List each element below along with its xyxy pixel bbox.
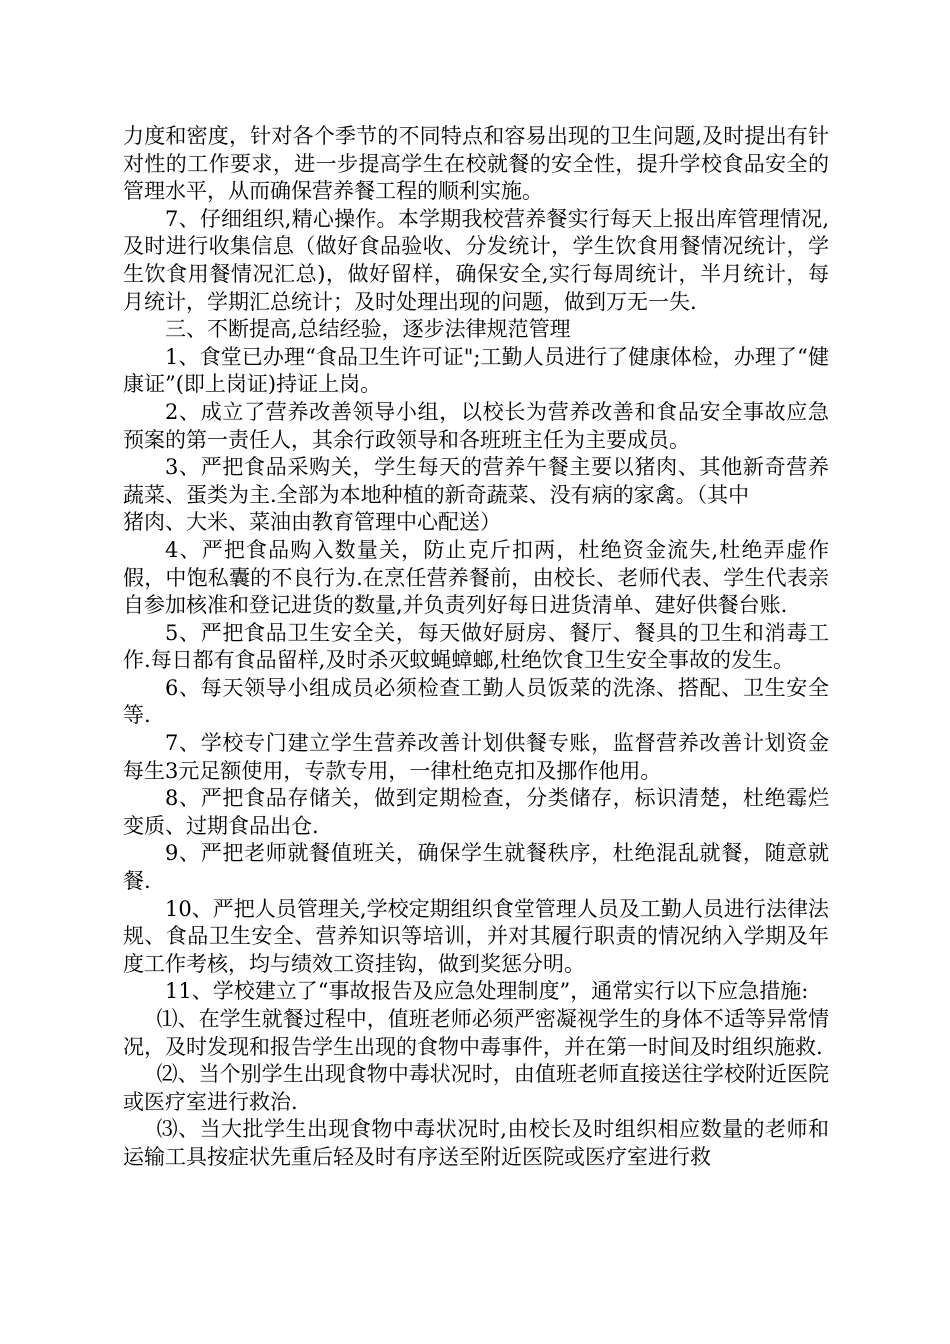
paragraph-item-2: 2、成立了营养改善领导小组，以校长为营养改善和食品安全事故应急预案的第一责任人，其余行政领导和各班班主任为主要成员。 (123, 399, 829, 452)
paragraph-continuation: 力度和密度，针对各个季节的不同特点和容易出现的卫生问题,及时提出有针对性的工作要求，进一步提高学生在校就餐的安全性，提升学校食品安全的管理水平，从而确保营养餐工程的顺利实施。 (123, 124, 829, 204)
paragraph-item-1: 1、食堂已办理“食品卫生许可证";工勤人员进行了健康体检，办理了“健康证”(即上岗证)持证上岗。 (123, 344, 829, 397)
section-heading-3: 三、不断提高,总结经验，逐步法律规范管理 (165, 317, 571, 342)
paragraph-item-8: 8、严把食品存储关，做到定期检查，分类储存，标识清楚，杜绝霉烂变质、过期食品出仓. (123, 786, 829, 838)
paragraph-item-11: 11、学校建立了“事故报告及应急处理制度”，通常实行以下应急措施: (165, 979, 809, 1004)
paragraph-item-7b: 7、学校专门建立学生营养改善计划供餐专账，监督营养改善计划资金每生3元足额使用，专款专用，一律杜绝克扣及挪作他用。 (123, 731, 829, 783)
paragraph-item-9: 9、严把老师就餐值班关，确保学生就餐秩序，杜绝混乱就餐，随意就餐. (123, 841, 829, 894)
paragraph-item-5: 5、严把食品卫生安全关，每天做好厨房、餐厅、餐具的卫生和消毒工作.每日都有食品留样,及时杀灭蚊蝇蟑螂,杜绝饮食卫生安全事故的发生。 (123, 620, 829, 673)
paragraph-item-6: 6、每天领导小组成员必须检查工勤人员饭菜的洗涤、搭配、卫生安全等. (123, 675, 829, 728)
paragraph-item-3: 3、严把食品采购关，学生每天的营养午餐主要以猪肉、其他新奇营养蔬菜、蛋类为主.全部为本地种植的新奇蔬菜、没有病的家禽。（其中 (123, 455, 829, 507)
paragraph-item-7: 7、仔细组织,精心操作。本学期我校营养餐实行每天上报出库管理情况,及时进行收集信息（做好食品验收、分发统计，学生饮食用餐情况统计，学生饮食用餐情况汇总)，做好留样，确保安全,实行每周统计，半月统计，每月统计，学期汇总统计；及时处理出现的问题，做到万无一失. (123, 206, 829, 314)
paragraph-measure-1: ⑴、在学生就餐过程中，值班老师必须严密凝视学生的身体不适等异常情况，及时发现和报告学生出现的食物中毒事件，并在第一时间及时组织施救. (123, 1007, 829, 1059)
paragraph-measure-2: ⑵、当个别学生出现食物中毒状况时，由值班老师直接送往学校附近医院或医疗室进行救治. (123, 1062, 829, 1114)
paragraph-item-10: 10、严把人员管理关,学校定期组织食堂管理人员及工勤人员进行法律法规、食品卫生安全、营养知识等培训，并对其履行职责的情况纳入学期及年度工作考核，均与绩效工资挂钩，做到奖惩分明。 (123, 896, 829, 976)
paragraph-item-3-note: 猪肉、大米、菜油由教育管理中心配送） (123, 510, 501, 535)
document-page (123, 123, 829, 1172)
paragraph-measure-3: ⑶、当大批学生出现食物中毒状况时,由校长及时组织相应数量的老师和运输工具按症状先重后轻及时有序送至附近医院或医疗室进行救 (123, 1117, 829, 1169)
paragraph-item-4: 4、严把食品购入数量关，防止克斤扣两，杜绝资金流失,杜绝弄虚作假，中饱私囊的不良行为.在烹任营养餐前，由校长、老师代表、学生代表亲自参加核准和登记进货的数量,并负责列好每日进货清单、建好供餐台账. (123, 537, 829, 618)
